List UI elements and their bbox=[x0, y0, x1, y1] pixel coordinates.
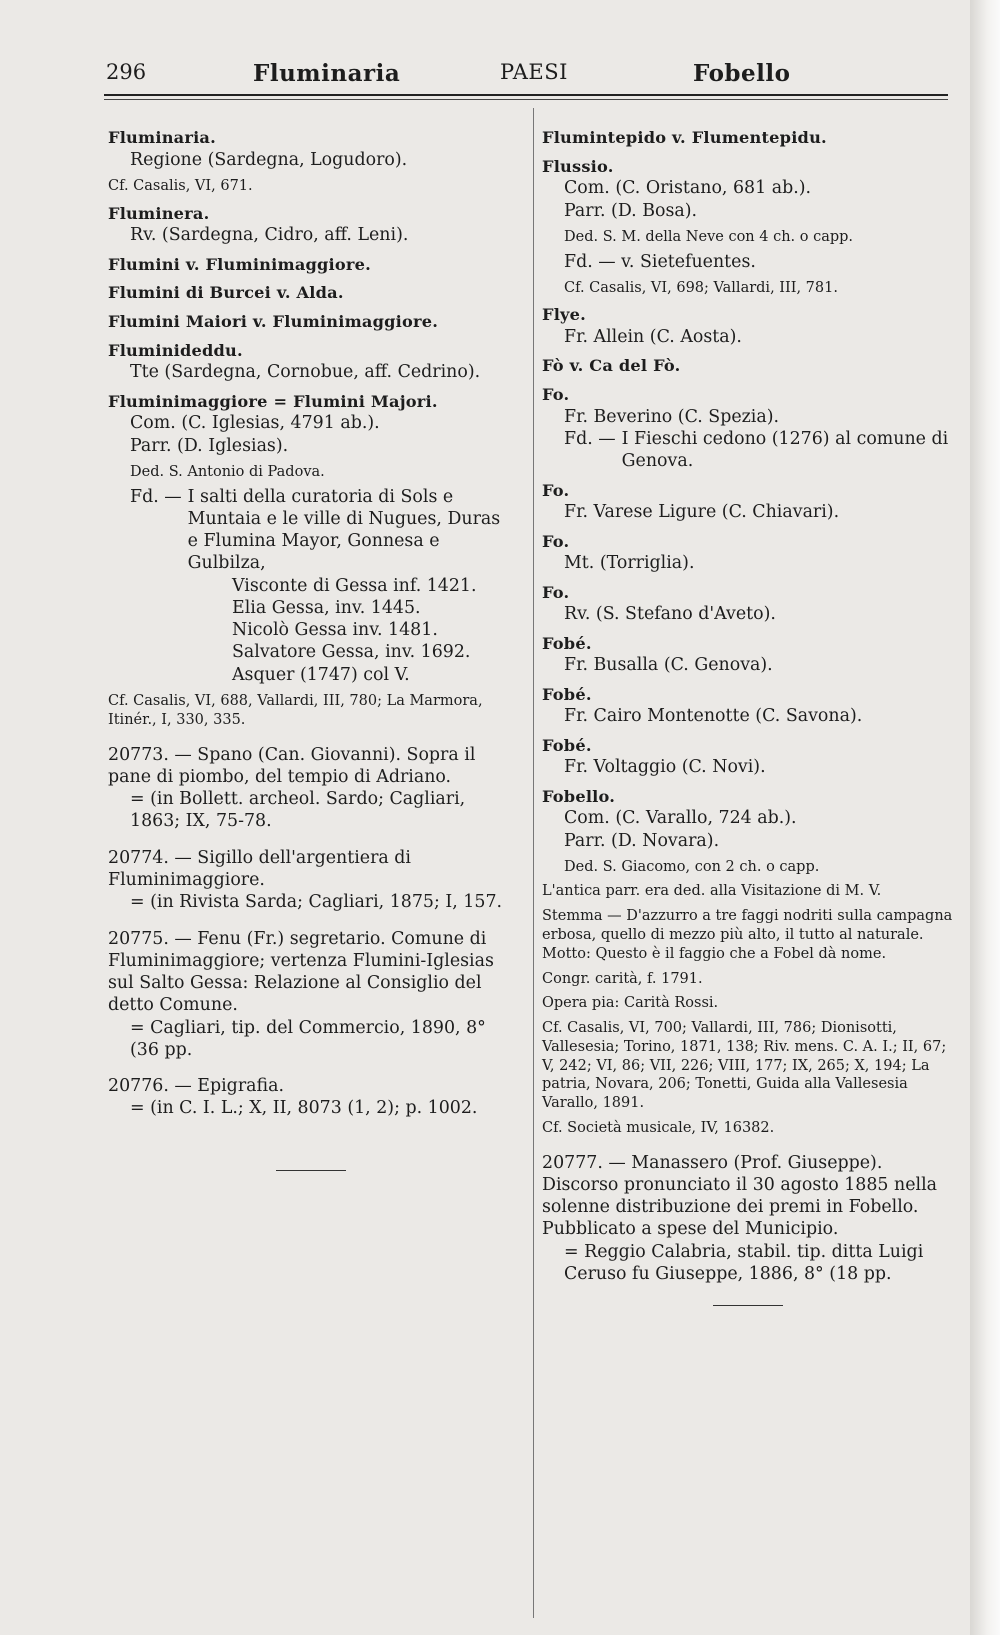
entry-feudal bbox=[108, 486, 513, 575]
entry-heading: Fluminaria. bbox=[108, 128, 216, 147]
entry-coat-of-arms: Stemma — D'azzurro a tre faggi nodriti sulla campagna erbosa, quello di mezzo più alto, il tutto al naturale. Motto: Questo è il faggio che a Fobel dà nome. bbox=[542, 908, 953, 962]
entry-heading: Fò v. Ca del Fò. bbox=[542, 356, 681, 376]
running-head-center: PAESI bbox=[500, 60, 568, 84]
entry-line: Parr. (D. Iglesias). bbox=[130, 435, 289, 456]
entry-reference: Cf. Casalis, VI, 688, Vallardi, III, 780; La Marmora, Itinér., I, 330, 335. bbox=[108, 692, 483, 728]
feudal-holder: Elia Gessa, inv. 1445. bbox=[232, 597, 421, 618]
entry-line: Parr. (D. Novara). bbox=[564, 830, 720, 851]
entry-heading: Flumini di Burcei v. Alda. bbox=[108, 283, 344, 303]
entry-note: L'antica parr. era ded. alla Visitazione di M. V. bbox=[542, 883, 882, 900]
bibliography-publication: = (in Rivista Sarda; Cagliari, 1875; I, 157. bbox=[130, 892, 503, 913]
entry-line: Parr. (D. Bosa). bbox=[564, 200, 698, 221]
page-header bbox=[0, 52, 960, 92]
left-column bbox=[108, 120, 513, 1171]
entry-heading: Fobé. bbox=[542, 633, 592, 653]
bibliography-item: 20777. — Manassero (Prof. Giuseppe). Discorso pronunciato il 30 agosto 1885 nella solenne distribuzione dei premi in Fobello. Pubblicato a spese del Municipio. bbox=[542, 1152, 938, 1240]
feudal-text: I Fieschi cedono (1276) al comune di Genova. bbox=[621, 429, 949, 472]
entry-heading: Flumini v. Fluminimaggiore. bbox=[108, 254, 371, 274]
entry-feudal: Fd. — v. Sietefuentes. bbox=[564, 251, 756, 272]
entry-line: Fr. Beverino (C. Spezia). bbox=[564, 406, 780, 427]
bibliography-publication: = (in C. I. L.; X, II, 8073 (1, 2); p. 1002. bbox=[130, 1098, 478, 1119]
entry-line: Fr. Varese Ligure (C. Chiavari). bbox=[564, 502, 840, 523]
entry-line: Fr. Voltaggio (C. Novi). bbox=[564, 757, 766, 778]
entry-heading: Flussio. bbox=[542, 156, 614, 176]
section-separator bbox=[713, 1305, 783, 1306]
entry-line: Rv. (Sardegna, Cidro, aff. Leni). bbox=[130, 225, 409, 246]
entry-line: Fr. Busalla (C. Genova). bbox=[564, 655, 773, 676]
entry-heading: Fo. bbox=[542, 480, 570, 500]
page-edge bbox=[970, 0, 1000, 1635]
entry-reference: Cf. Casalis, VI, 671. bbox=[108, 178, 253, 194]
entry-line: Com. (C. Iglesias, 4791 ab.). bbox=[130, 413, 380, 434]
page-number: 296 bbox=[106, 60, 147, 84]
entry-line: Com. (C. Varallo, 724 ab.). bbox=[564, 808, 797, 829]
entry-reference: Cf. Società musicale, IV, 16382. bbox=[542, 1120, 775, 1137]
entry-line: Fr. Allein (C. Aosta). bbox=[564, 327, 742, 348]
bibliography-item: 20775. — Fenu (Fr.) segretario. Comune di Fluminimaggiore; vertenza Flumini-Iglesias sul Salto Gessa: Relazione al Consiglio del detto Comune. bbox=[108, 928, 494, 1016]
feudal-holder: Visconte di Gessa inf. 1421. bbox=[232, 575, 477, 596]
column-divider bbox=[533, 108, 534, 1618]
entry-heading: Flumintepido v. Flumentepidu. bbox=[542, 128, 827, 147]
running-head-left: Fluminaria bbox=[253, 60, 401, 87]
entry-feudal bbox=[542, 428, 954, 473]
entry-line: Mt. (Torriglia). bbox=[564, 553, 695, 574]
entry-reference: Cf. Casalis, VI, 700; Vallardi, III, 786; Dionisotti, Vallesesia; Torino, 1871, 138; Riv. mens. C. A. I.; II, 67; V, 242; VI, 86; VII, 226; VIII, 177; IX, 265; X, 194; La patria, Novara, 206; Tonetti, Guida alla Vallesesia Varallo, 1891. bbox=[542, 1019, 947, 1112]
right-column bbox=[542, 120, 954, 1306]
feudal-holder: Salvatore Gessa, inv. 1692. bbox=[232, 642, 471, 663]
bibliography-publication: = (in Bollett. archeol. Sardo; Cagliari, 1863; IX, 75-78. bbox=[130, 789, 466, 832]
section-separator bbox=[276, 1170, 346, 1171]
running-head-right: Fobello bbox=[693, 60, 791, 87]
entry-heading: Flumini Maiori v. Fluminimaggiore. bbox=[108, 312, 439, 332]
header-rule bbox=[104, 94, 948, 96]
entry-heading: Fo. bbox=[542, 582, 570, 602]
header-rule-thin bbox=[104, 99, 948, 100]
entry-heading: Fluminera. bbox=[108, 203, 210, 223]
entry-heading: Fo. bbox=[542, 385, 570, 405]
entry-line: Rv. (S. Stefano d'Aveto). bbox=[564, 604, 776, 625]
bibliography-item: 20774. — Sigillo dell'argentiera di Fluminimaggiore. bbox=[108, 847, 411, 890]
entry-line: Tte (Sardegna, Cornobue, aff. Cedrino). bbox=[130, 362, 481, 383]
entry-dedication: Ded. S. M. della Neve con 4 ch. o capp. bbox=[564, 229, 854, 245]
entry-reference: Cf. Casalis, VI, 698; Vallardi, III, 781. bbox=[564, 279, 838, 296]
entry-line: Regione (Sardegna, Logudoro). bbox=[130, 149, 408, 170]
entry-heading: Fobello. bbox=[542, 786, 616, 806]
feudal-text: I salti della curatoria di Sols e Muntaia e le ville di Nugues, Duras e Flumina Mayor, Gonnesa e Gulbilza, bbox=[187, 486, 501, 574]
bibliography-item: 20776. — Epigrafia. bbox=[108, 1076, 284, 1097]
entry-heading: Fobé. bbox=[542, 735, 592, 755]
entry-charity: Opera pia: Carità Rossi. bbox=[542, 995, 719, 1012]
entry-heading: Fobé. bbox=[542, 684, 592, 704]
feudal-holder: Nicolò Gessa inv. 1481. bbox=[232, 620, 438, 641]
bibliography-publication: = Cagliari, tip. del Commercio, 1890, 8° (36 pp. bbox=[130, 1017, 486, 1060]
entry-line: Fr. Cairo Montenotte (C. Savona). bbox=[564, 706, 863, 727]
entry-line: Com. (C. Oristano, 681 ab.). bbox=[564, 178, 812, 199]
entry-heading: Flye. bbox=[542, 305, 586, 325]
bibliography-item: 20773. — Spano (Can. Giovanni). Sopra il pane di piombo, del tempio di Adriano. bbox=[108, 744, 476, 787]
feudal-holder: Asquer (1747) col V. bbox=[232, 664, 410, 685]
entry-charity: Congr. carità, f. 1791. bbox=[542, 970, 703, 987]
bibliography-publication: = Reggio Calabria, stabil. tip. ditta Luigi Ceruso fu Giuseppe, 1886, 8° (18 pp. bbox=[564, 1241, 924, 1284]
entry-dedication: Ded. S. Antonio di Padova. bbox=[130, 464, 325, 481]
entry-heading: Fluminideddu. bbox=[108, 340, 243, 360]
feudal-label: Fd. — bbox=[130, 486, 182, 507]
entry-heading: Fo. bbox=[542, 531, 570, 551]
feudal-label: Fd. — bbox=[564, 429, 616, 450]
entry-heading: Fluminimaggiore = Flumini Majori. bbox=[108, 391, 438, 411]
entry-dedication: Ded. S. Giacomo, con 2 ch. o capp. bbox=[564, 858, 820, 875]
